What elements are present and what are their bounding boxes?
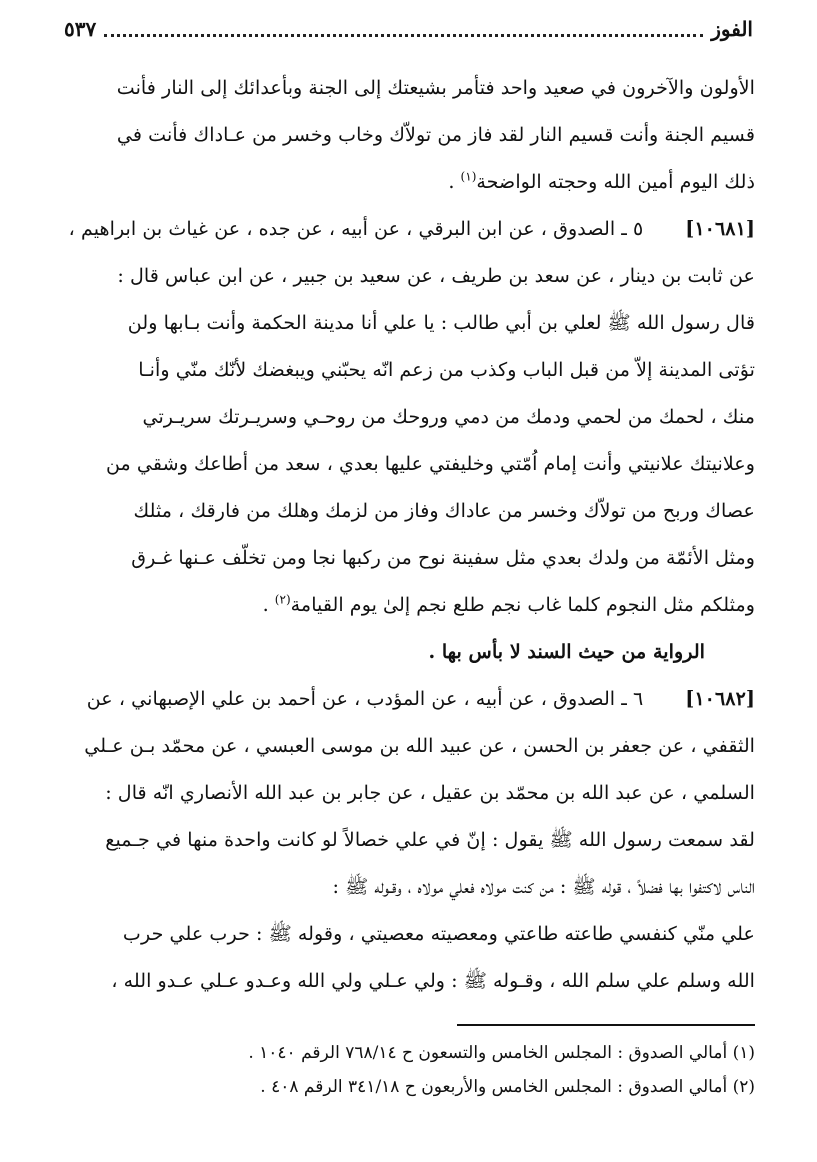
text-line: ومثلكم مثل النجوم كلما غاب نجم طلع نجم إلىٰ يوم القيامة$^{(٢)}$ . [262, 592, 755, 616]
text-line: الثقفي ، عن جعفر بن الحسن ، عن عبيد الله بن موسى العبسي ، عن محمّد بـن عـلي [84, 734, 755, 757]
page-number: ٥٣٧ [64, 17, 97, 41]
text-line: قسيم الجنة وأنت قسيم النار لقد فاز من تولاّك وخاب وخسر من عـاداك فأنت في [116, 123, 755, 146]
hadith-number: [١٠٦٨١] [685, 217, 755, 240]
text-line: الله وسلم علي سلم الله ، وقـوله ﷺ : ولي عـلي ولي الله وعـدو عـلي عـدو الله ، [111, 969, 755, 992]
footnote: (٢) أمالي الصدوق : المجلس الخامس والأربعون ح ٣٤١/١٨ الرقم ٤٠٨ . [260, 1077, 755, 1097]
footnote-ref: (٢) [274, 592, 291, 607]
main-text [56, 64, 755, 1004]
text-line: علي منّي كنفسي طاعته طاعتي ومعصيته معصيتي ، وقوله ﷺ : حرب علي حرب [122, 922, 755, 945]
text-line: ومثل الأئمّة من ولدك بعدي مثل سفينة نوح من ركبها نجا ومن تخلّف عـنها غـرق [131, 546, 755, 569]
text-line: وعلانيتك علانيتي وأنت إمام اُمّتي وخليفتي عليها بعدي ، سعد من أطاعك وشقي من [105, 452, 755, 475]
text-line: ٦ ـ الصدوق ، عن أبيه ، عن المؤدب ، عن أحمد بن علي الإصبهاني ، عن [86, 687, 644, 710]
text-line: لقد سمعت رسول الله ﷺ يقول : إنّ في علي خصالاً لو كانت واحدة منها في جـميع [105, 828, 755, 851]
running-header [64, 12, 753, 46]
text-line: ٥ ـ الصدوق ، عن ابن البرقي ، عن أبيه ، عن جده ، عن غياث بن ابراهيم ، [68, 217, 644, 240]
text-line: الناس لاكتفوا بها فضلاً ، قوله ﷺ : من كنت مولاه فعلي مولاه ، وقـوله ﷺ : [332, 875, 755, 898]
hadith-heading [56, 205, 755, 252]
text-line: السلمي ، عن عبد الله بن محمّد بن عقيل ، عن جابر بن عبد الله الأنصاري انّه قال : [105, 781, 755, 804]
hadith-heading [56, 675, 755, 722]
text-line: منك ، لحمك من لحمي ودمك من دمي وروحك من روحـي وسريـرتك سريـرتي [142, 405, 755, 428]
footnote-separator [457, 1024, 755, 1026]
text-line: عصاك وربح من تولاّك وخسر من عاداك وفاز من لزمك وهلك من فارقك ، مثلك [133, 499, 755, 522]
hadith-number: [١٠٦٨٢] [685, 687, 755, 710]
text-line: ذلك اليوم أمين الله وحجته الواضحة$^{(١)}$ . [448, 169, 755, 193]
chapter-title: الفوز [711, 17, 753, 41]
sanad-note: الرواية من حيث السند لا بأس بها . [428, 640, 705, 663]
footnote: (١) أمالي الصدوق : المجلس الخامس والتسعون ح ٧٦٨/١٤ الرقم ١٠٤٠ . [248, 1043, 755, 1063]
text-line: قال رسول الله ﷺ لعلي بن أبي طالب : يا علي أنا مدينة الحكمة وأنت بـابها ولن [127, 311, 755, 334]
footnotes [56, 1036, 755, 1104]
text-line: تؤتى المدينة إلاّ من قبل الباب وكذب من زعم انّه يحبّني ويبغضك لأنّك منّي وأنـا [138, 358, 755, 381]
footnote-ref: (١) [460, 169, 477, 184]
text-line: الأولون والآخرون في صعيد واحد فتأمر بشيعتك إلى الجنة وبأعدائك إلى النار فأنت [116, 76, 755, 99]
header-dotted-leader [104, 34, 703, 37]
text-line: عن ثابت بن دينار ، عن سعد بن طريف ، عن سعيد بن جبير ، عن ابن عباس قال : [117, 264, 755, 287]
